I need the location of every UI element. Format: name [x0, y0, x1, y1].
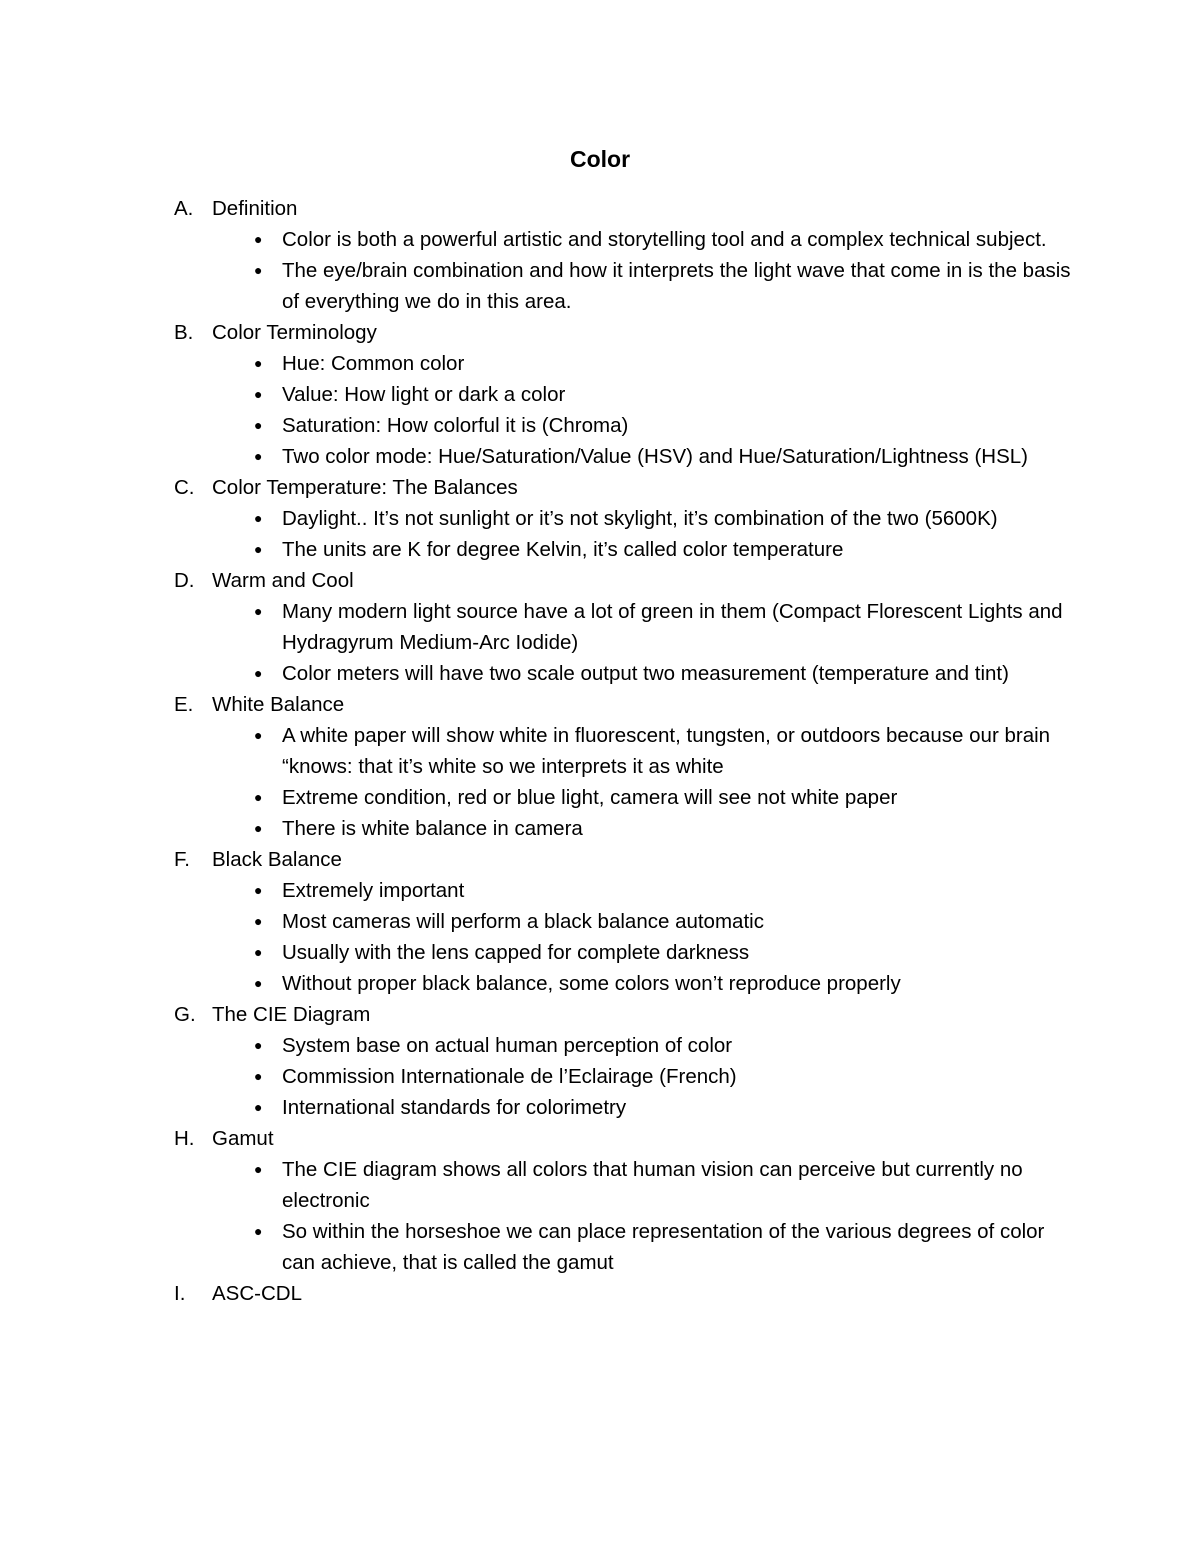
- bullet-dot-icon: ●: [254, 1161, 263, 1177]
- bullet-text: Commission Internationale de l’Eclairage (French): [282, 1065, 737, 1088]
- bullet-dot-icon: ●: [254, 1068, 263, 1084]
- bullet-dot-icon: ●: [254, 913, 263, 929]
- section-label: ASC-CDL: [212, 1282, 302, 1305]
- bullet-text: International standards for colorimetry: [282, 1096, 627, 1119]
- bullet-list: [174, 224, 1074, 317]
- bullet-text: System base on actual human perception of color: [282, 1034, 733, 1057]
- outline-section: [174, 193, 1074, 317]
- section-letter: A.: [174, 197, 194, 220]
- bullet-item: [174, 503, 1074, 534]
- bullet-text: Without proper black balance, some colors won’t reproduce properly: [282, 972, 901, 995]
- bullet-item: [174, 1154, 1074, 1216]
- outline-section: [174, 844, 1074, 999]
- bullet-item: [174, 782, 1074, 813]
- bullet-text: The units are K for degree Kelvin, it’s called color temperature: [282, 538, 844, 561]
- section-heading: [174, 844, 1074, 875]
- section-label: White Balance: [212, 693, 345, 716]
- bullet-item: [174, 410, 1074, 441]
- bullet-list: [174, 596, 1074, 689]
- bullet-dot-icon: ●: [254, 1037, 263, 1053]
- bullet-item: [174, 875, 1074, 906]
- outline-list: [174, 193, 1074, 1309]
- section-label: Gamut: [212, 1127, 274, 1150]
- bullet-list: [174, 875, 1074, 999]
- bullet-item: [174, 255, 1074, 317]
- bullet-list: [174, 720, 1074, 844]
- bullet-item: [174, 1030, 1074, 1061]
- bullet-text: Hue: Common color: [282, 352, 465, 375]
- bullet-item: [174, 224, 1074, 255]
- bullet-text: Usually with the lens capped for complete darkness: [282, 941, 750, 964]
- bullet-text: Daylight.. It’s not sunlight or it’s not skylight, it’s combination of the two (5600K): [282, 507, 998, 530]
- bullet-item: [174, 720, 1074, 782]
- bullet-text: The CIE diagram shows all colors that human vision can perceive but currently no electronic: [282, 1158, 1023, 1212]
- section-heading: [174, 193, 1074, 224]
- bullet-item: [174, 937, 1074, 968]
- section-heading: [174, 1278, 1074, 1309]
- bullet-item: [174, 534, 1074, 565]
- outline-section: [174, 1123, 1074, 1278]
- section-letter: D.: [174, 569, 195, 592]
- section-letter: G.: [174, 1003, 196, 1026]
- section-letter: C.: [174, 476, 195, 499]
- bullet-item: [174, 658, 1074, 689]
- bullet-dot-icon: ●: [254, 820, 263, 836]
- section-heading: [174, 565, 1074, 596]
- bullet-text: Extremely important: [282, 879, 465, 902]
- bullet-text: Most cameras will perform a black balance automatic: [282, 910, 764, 933]
- section-heading: [174, 472, 1074, 503]
- bullet-dot-icon: ●: [254, 510, 263, 526]
- bullet-dot-icon: ●: [254, 727, 263, 743]
- bullet-text: A white paper will show white in fluorescent, tungsten, or outdoors because our brain “knows: that it’s white so we interprets it as white: [282, 724, 1051, 778]
- bullet-text: Value: How light or dark a color: [282, 383, 566, 406]
- section-letter: F.: [174, 848, 190, 871]
- bullet-item: [174, 1216, 1074, 1278]
- bullet-dot-icon: ●: [254, 789, 263, 805]
- bullet-text: So within the horseshoe we can place representation of the various degrees of color can achieve, that is called the gamut: [282, 1220, 1045, 1274]
- bullet-text: The eye/brain combination and how it interprets the light wave that come in is the basis of everything we do in this area.: [282, 259, 1071, 313]
- outline-section: [174, 317, 1074, 472]
- bullet-dot-icon: ●: [254, 882, 263, 898]
- section-letter: E.: [174, 693, 194, 716]
- bullet-dot-icon: ●: [254, 448, 263, 464]
- bullet-text: There is white balance in camera: [282, 817, 583, 840]
- outline-section: [174, 689, 1074, 844]
- bullet-dot-icon: ●: [254, 665, 263, 681]
- bullet-text: Two color mode: Hue/Saturation/Value (HSV) and Hue/Saturation/Lightness (HSL): [282, 445, 1028, 468]
- section-label: Black Balance: [212, 848, 342, 871]
- bullet-item: [174, 379, 1074, 410]
- bullet-dot-icon: ●: [254, 1099, 263, 1115]
- bullet-item: [174, 596, 1074, 658]
- bullet-dot-icon: ●: [254, 1223, 263, 1239]
- section-letter: I.: [174, 1282, 186, 1305]
- bullet-dot-icon: ●: [254, 975, 263, 991]
- section-heading: [174, 317, 1074, 348]
- section-heading: [174, 689, 1074, 720]
- section-label: The CIE Diagram: [212, 1003, 371, 1026]
- bullet-dot-icon: ●: [254, 231, 263, 247]
- bullet-item: [174, 968, 1074, 999]
- section-label: Warm and Cool: [212, 569, 354, 592]
- section-heading: [174, 1123, 1074, 1154]
- outline-section: [174, 565, 1074, 689]
- bullet-dot-icon: ●: [254, 262, 263, 278]
- bullet-item: [174, 813, 1074, 844]
- bullet-dot-icon: ●: [254, 603, 263, 619]
- page-title: Color: [569, 146, 631, 172]
- bullet-text: Color is both a powerful artistic and storytelling tool and a complex technical subject.: [282, 228, 1047, 251]
- section-label: Color Terminology: [212, 321, 377, 344]
- bullet-item: [174, 1092, 1074, 1123]
- bullet-list: [174, 1154, 1074, 1278]
- bullet-text: Saturation: How colorful it is (Chroma): [282, 414, 629, 437]
- bullet-text: Color meters will have two scale output two measurement (temperature and tint): [282, 662, 1009, 685]
- bullet-item: [174, 1061, 1074, 1092]
- section-heading: [174, 999, 1074, 1030]
- bullet-text: Many modern light source have a lot of green in them (Compact Florescent Lights and Hydragyrum Medium-Arc Iodide): [282, 600, 1063, 654]
- section-label: Color Temperature: The Balances: [212, 476, 518, 499]
- bullet-item: [174, 906, 1074, 937]
- bullet-list: [174, 503, 1074, 565]
- bullet-list: [174, 1030, 1074, 1123]
- bullet-dot-icon: ●: [254, 386, 263, 402]
- bullet-dot-icon: ●: [254, 541, 263, 557]
- outline-section: [174, 999, 1074, 1123]
- bullet-dot-icon: ●: [254, 417, 263, 433]
- bullet-item: [174, 348, 1074, 379]
- outline-section: [174, 472, 1074, 565]
- bullet-dot-icon: ●: [254, 944, 263, 960]
- bullet-item: [174, 441, 1074, 472]
- bullet-list: [174, 348, 1074, 472]
- outline-section: [174, 1278, 1074, 1309]
- bullet-text: Extreme condition, red or blue light, camera will see not white paper: [282, 786, 898, 809]
- section-letter: H.: [174, 1127, 195, 1150]
- section-label: Definition: [212, 197, 298, 220]
- section-letter: B.: [174, 321, 194, 344]
- bullet-dot-icon: ●: [254, 355, 263, 371]
